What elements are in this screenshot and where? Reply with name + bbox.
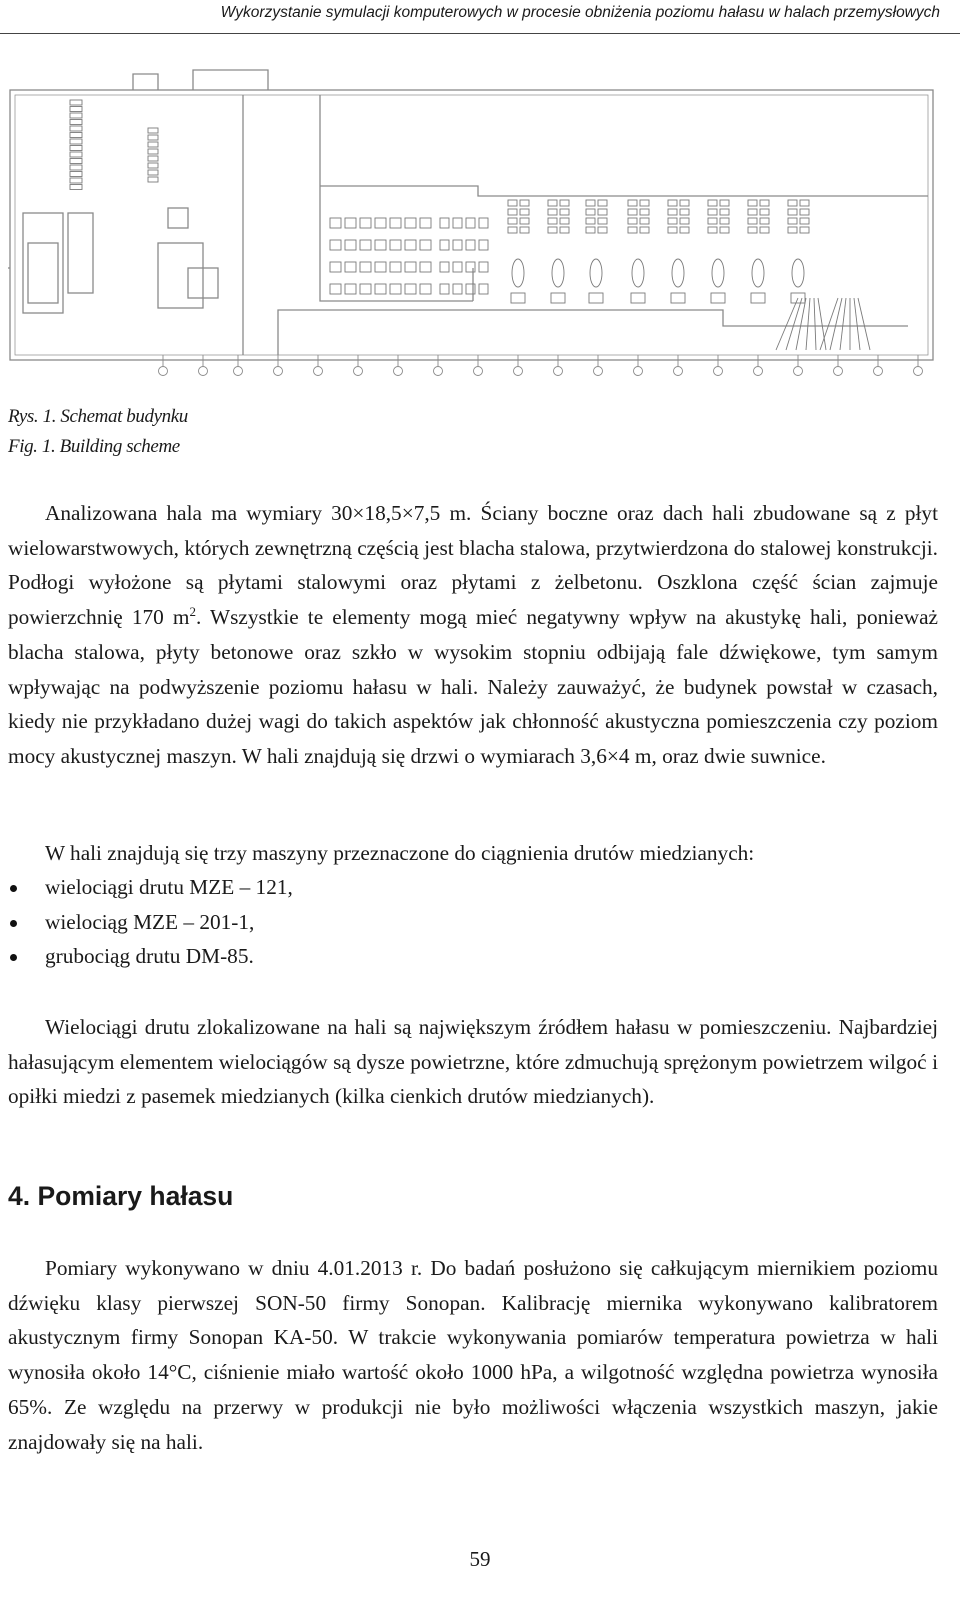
machine-cell [405,262,416,272]
machine-cell [405,240,416,250]
rack-slot [70,100,82,105]
cable-line [858,298,870,350]
machine-cell [330,284,341,294]
rack-slot [70,172,82,177]
machine-cell [640,200,649,206]
machine-cell [788,218,797,224]
machine-cell [668,218,677,224]
machine-cell [520,227,529,233]
machine-cell [405,218,416,228]
list-item: wielociągi drutu MZE – 121, [8,870,293,905]
rack-slot [148,128,158,133]
machine-cell [560,209,569,215]
cable-line [796,298,806,350]
page-number: 59 [469,1547,491,1571]
machine-cell [788,227,797,233]
paragraph-machines-intro: W hali znajdują się trzy maszyny przeznaczone do ciągnienia drutów miedzianych: [45,841,755,865]
machine-cell [508,218,517,224]
machine-base [671,293,685,303]
machine-cell [390,262,401,272]
machine-cell [640,218,649,224]
machine-cell [800,218,809,224]
machine-cell [586,209,595,215]
cable-line [854,298,860,350]
grid-axis-marker [354,367,363,376]
figure-caption-polish: Rys. 1. Schemat budynku [8,406,188,427]
machine-cell [508,209,517,215]
rack-slot [148,177,158,182]
machine-cell [668,200,677,206]
machine-cell [375,218,386,228]
building-scheme-figure [8,68,952,393]
rack-slot [70,139,82,144]
machine-cell [440,284,449,294]
machine-cell [708,209,717,215]
cable-line [840,298,846,350]
machine-cell [453,284,462,294]
paragraph-hall-description [8,496,938,774]
drawing-machine [752,259,764,287]
list-item: grubociąg drutu DM-85. [8,939,293,974]
machine-cell [748,227,757,233]
machine-cell [668,209,677,215]
machine-cell [375,284,386,294]
machine-cell [560,218,569,224]
machine-cell [708,200,717,206]
machine-cell [598,200,607,206]
machine-cell [720,200,729,206]
machine-cell [748,200,757,206]
machine-cell [628,227,637,233]
machine-cell [479,240,488,250]
machine-cell [548,209,557,215]
machine-cell [680,209,689,215]
machine-cell [680,200,689,206]
cable-line [820,298,838,350]
drawing-machine [632,259,644,287]
section-title: 4. Pomiary hałasu [8,1181,234,1211]
machine-cell [788,209,797,215]
cable-line [818,298,826,350]
machine-cell [360,218,371,228]
machine-cell [586,200,595,206]
rack-slot [70,113,82,118]
rack-slot [70,120,82,125]
machine-cell [598,209,607,215]
machine-cell [598,218,607,224]
grid-axis-marker [834,367,843,376]
machine-cell [440,262,449,272]
machine-cell [760,218,769,224]
machine-cell [628,218,637,224]
machine-cell [640,227,649,233]
machine-cell [360,284,371,294]
machine-list [8,870,293,974]
machine-cell [453,218,462,228]
running-header: Wykorzystanie symulacji komputerowych w procesie obniżenia poziomu hałasu w halach przemysłowych [0,0,960,34]
machine-cell [440,218,449,228]
machine-cell [420,284,431,294]
drawing-machine [552,259,564,287]
machine-cell [680,218,689,224]
grid-axis-marker [514,367,523,376]
figure-caption-english: Fig. 1. Building scheme [8,436,180,457]
machine-cell [420,240,431,250]
machine-cell [548,227,557,233]
grid-axis-marker [634,367,643,376]
machine-cell [330,218,341,228]
machine-cell [405,284,416,294]
grid-axis-marker [594,367,603,376]
rack-slot [148,135,158,140]
machine-cell [330,240,341,250]
rack-slot [148,163,158,168]
rack-slot [70,178,82,183]
rack-slot [70,107,82,112]
drawing-machine [512,259,524,287]
grid-axis-marker [314,367,323,376]
machine-cell [479,284,488,294]
machine-base [631,293,645,303]
machine-cell [586,218,595,224]
machine-cell [708,227,717,233]
machine-cell [748,218,757,224]
machine-cell [375,262,386,272]
machine-cell [390,240,401,250]
machine-cell [520,200,529,206]
machine-cell [800,227,809,233]
paragraph-noise-sources: Wielociągi drutu zlokalizowane na hali są największym źródłem hałasu w pomieszczeniu. Najbardziej hałasującym elementem wielociągów są dysze powietrzne, które zdmuchują sprężonym powietrzem wilgoć i opiłki miedzi z pasemek miedzianych (kilka cienkich drutów miedzianych). [8,1015,938,1109]
machine-cell [520,218,529,224]
grid-axis-marker [274,367,283,376]
cable-line [814,298,816,350]
machine-cell [508,227,517,233]
machine-cell [466,240,475,250]
machine-cell [760,209,769,215]
grid-axis-marker [754,367,763,376]
machine-cell [598,227,607,233]
machine-cell [520,209,529,215]
machine-cell [345,284,356,294]
machine-cell [628,200,637,206]
rack-slot [70,165,82,170]
machine-cell [453,262,462,272]
machine-cell [440,240,449,250]
machine-base [589,293,603,303]
machine-cell [390,218,401,228]
cable-line [830,298,842,350]
drawing-machine [712,259,724,287]
machine-cell [345,262,356,272]
grid-axis-marker [474,367,483,376]
paragraph-measurements: Pomiary wykonywano w dniu 4.01.2013 r. Do badań posłużono się całkującym miernikiem poziomu dźwięku klasy pierwszej SON-50 firmy Sonopan. Kalibrację miernika wykonywano kalibratorem akustycznym firmy Sonopan KA-50. W trakcie wykonywania pomiarów temperatura powietrza w hali wynosiła około 14°C, ciśnienie miało wartość około 1000 hPa, a wilgotność względna powietrza wynosiła 65%. Ze względu na przerwy w produkcji nie było możliwości włączenia wszystkich maszyn, jakie znajdowały się na hali. [8,1256,938,1454]
machine-cell [420,218,431,228]
machine-base [551,293,565,303]
rack-slot [70,185,82,190]
machine-cell [586,227,595,233]
paragraph-hall-description-text: Analizowana hala ma wymiary 30×18,5×7,5 m. Ściany boczne oraz dach hali zbudowane są z płyt wielowarstwowych, których zewnętrzną częścią jest blacha stalowa, przytwierdzona do stalowej konstrukcji. Podłogi wyłożone są płytami stalowymi oraz płytami z żelbetonu. Oszklona część ścian zajmuje powierzchnię 170 m [8,501,938,630]
machine-cell [466,218,475,228]
machine-cell [800,209,809,215]
grid-axis-marker [234,367,243,376]
grid-axis-marker [394,367,403,376]
cable-line [786,298,802,350]
machine-cell [628,209,637,215]
drawing-machine [792,259,804,287]
machine-cell [360,262,371,272]
machine-cell [668,227,677,233]
machine-cell [345,218,356,228]
machine-cell [800,200,809,206]
machine-cell [479,218,488,228]
machine-cell [345,240,356,250]
machine-cell [748,209,757,215]
machine-cell [760,200,769,206]
machine-cell [548,200,557,206]
paragraph-hall-description-text-cont: . Wszystkie te elementy mogą mieć negatywny wpływ na akustykę hali, ponieważ blacha stalowa, płyty betonowe oraz szkło w wysokim stopniu odbijają fale dźwiękowe, tym samym wpływając na podwyższenie poziomu hałasu w hali. Należy zauważyć, że budynek powstał w czasach, kiedy nie przykładano dużej wagi do takich aspektów jak chłonność akustyczna pomieszczenia czy poziom mocy akustycznej maszyn. W hali znajdują się drzwi o wymiarach 3,6×4 m, oraz dwie suwnice. [8,605,938,768]
machine-cell [390,284,401,294]
list-item: wielociąg MZE – 201-1, [8,905,293,940]
machine-cell [720,209,729,215]
cable-line [806,298,810,350]
grid-axis-marker [874,367,883,376]
machine-cell [760,227,769,233]
drawing-machine [590,259,602,287]
rack-slot [70,159,82,164]
grid-axis-marker [199,367,208,376]
rack-slot [70,152,82,157]
machine-cell [360,240,371,250]
grid-axis-marker [159,367,168,376]
machine-cell [708,218,717,224]
superscript-square: 2 [189,604,196,620]
machine-base [711,293,725,303]
machine-cell [479,262,488,272]
grid-axis-marker [714,367,723,376]
rack-slot [70,146,82,151]
rack-slot [148,156,158,161]
machine-cell [720,218,729,224]
machine-cell [680,227,689,233]
machine-cell [640,209,649,215]
machine-cell [560,200,569,206]
machine-cell [420,262,431,272]
building-floor-plan [8,68,952,393]
rack-slot [148,142,158,147]
cable-line [776,298,798,350]
machine-base [511,293,525,303]
rack-slot [70,126,82,131]
machine-cell [508,200,517,206]
machine-cell [330,262,341,272]
grid-axis-marker [434,367,443,376]
machine-cell [788,200,797,206]
grid-axis-marker [554,367,563,376]
grid-axis-marker [914,367,923,376]
machine-cell [720,227,729,233]
machine-cell [453,240,462,250]
machine-cell [548,218,557,224]
machine-base [751,293,765,303]
drawing-machine [672,259,684,287]
rack-slot [148,170,158,175]
rack-slot [70,133,82,138]
grid-axis-marker [674,367,683,376]
machine-cell [560,227,569,233]
grid-axis-marker [794,367,803,376]
rack-slot [148,149,158,154]
machine-cell [375,240,386,250]
